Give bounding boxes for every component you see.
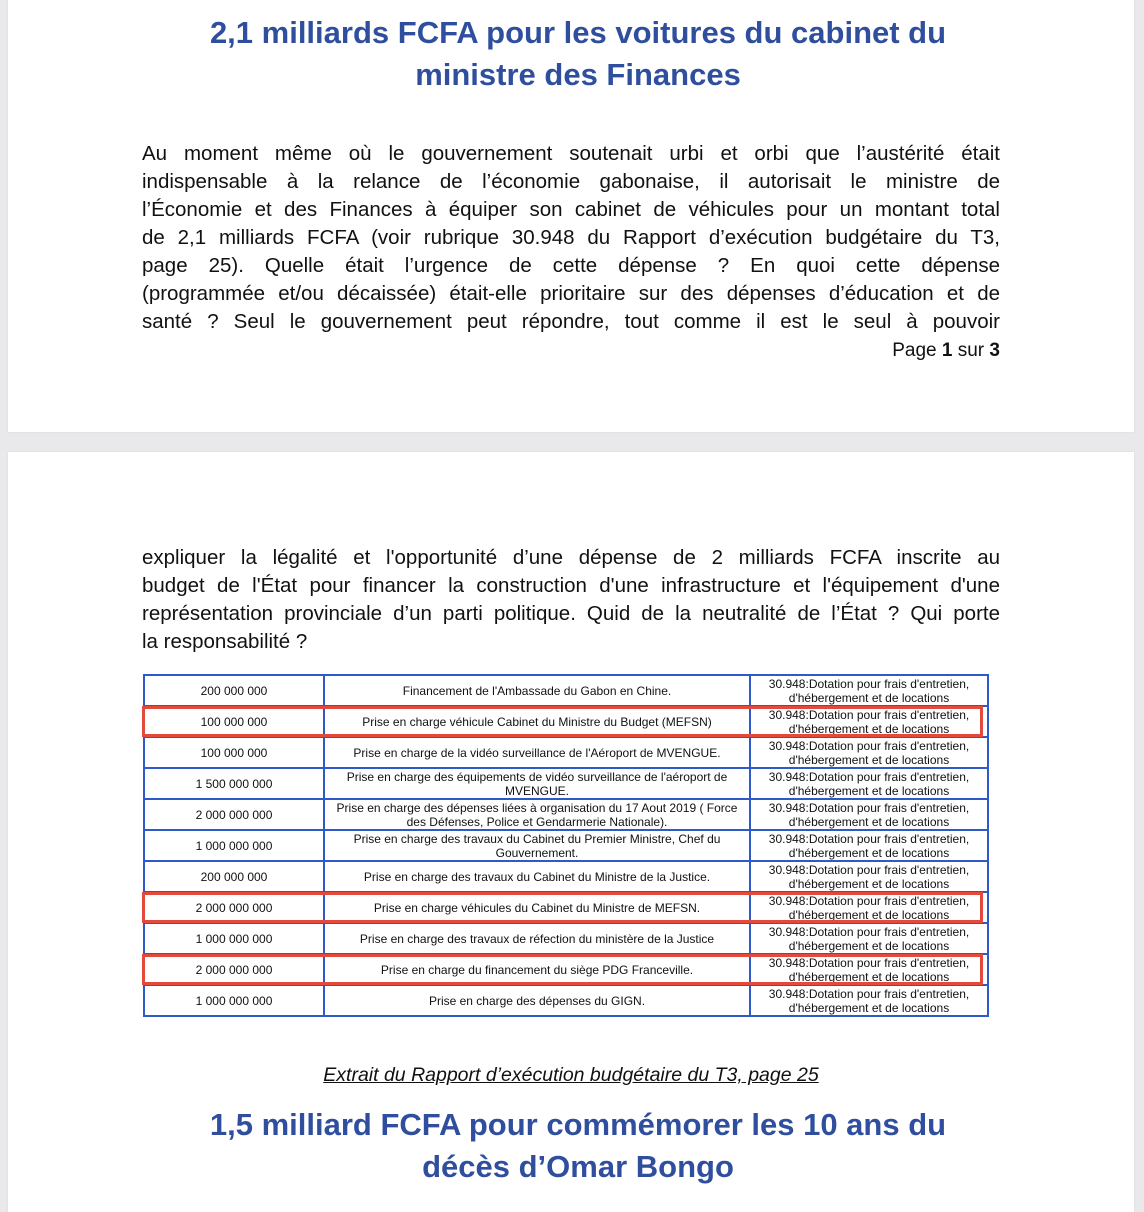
rubric-line: d'hébergement et de locations <box>788 783 950 798</box>
description-cell: Prise en charge du financement du siège PDG Franceville. <box>324 954 750 985</box>
rubric-line: 30.948:Dotation pour frais d'entretien, <box>768 893 970 908</box>
rubric-cell <box>750 768 988 799</box>
amount-cell: 200 000 000 <box>144 675 324 706</box>
rubric-line: 30.948:Dotation pour frais d'entretien, <box>768 738 970 753</box>
paragraph-line: la responsabilité ? <box>142 630 308 653</box>
paragraph-line: page 25). Quelle était l’urgence de cette dépense ? En quoi cette dépense <box>142 254 1000 277</box>
rubric-line: d'hébergement et de locations <box>788 690 950 705</box>
rubric-cell <box>750 799 988 830</box>
paragraph-line: santé ? Seul le gouvernement peut répondre, tout comme il est le seul à pouvoir <box>142 310 1000 333</box>
section-title-cabinet-cars <box>138 12 1018 96</box>
paragraph-line: expliquer la légalité et l'opportunité d’une dépense de 2 milliards FCFA inscrite au <box>142 546 1000 569</box>
rubric-line: d'hébergement et de locations <box>788 752 950 767</box>
rubric-line: d'hébergement et de locations <box>788 876 950 891</box>
paragraph-line: (programmée et/ou décaissée) était-elle prioritaire sur des dépenses d’éducation et de <box>142 282 1000 305</box>
body-paragraph-2 <box>142 544 1000 656</box>
page-number-total: 3 <box>989 340 1000 361</box>
rubric-cell <box>750 923 988 954</box>
table-row <box>144 985 988 1016</box>
description-cell: Prise en charge des travaux de réfection du ministère de la Justice <box>324 923 750 954</box>
description-cell: Financement de l'Ambassade du Gabon en Chine. <box>324 675 750 706</box>
rubric-cell <box>750 985 988 1016</box>
amount-cell: 200 000 000 <box>144 861 324 892</box>
amount-cell: 100 000 000 <box>144 737 324 768</box>
section-title-omar-bongo <box>138 1104 1018 1188</box>
table-row <box>144 861 988 892</box>
description-cell: Prise en charge véhicules du Cabinet du Ministre de MEFSN. <box>324 892 750 923</box>
amount-cell: 1 500 000 000 <box>144 768 324 799</box>
table-row <box>144 799 988 830</box>
document-page-1 <box>8 0 1134 432</box>
rubric-cell <box>750 737 988 768</box>
table-row <box>144 768 988 799</box>
rubric-line: d'hébergement et de locations <box>788 938 950 953</box>
rubric-line: 30.948:Dotation pour frais d'entretien, <box>768 831 970 846</box>
title-line: ministre des Finances <box>415 57 741 92</box>
table-row <box>144 737 988 768</box>
rubric-cell <box>750 830 988 861</box>
title-line: 1,5 milliard FCFA pour commémorer les 10 ans du <box>209 1107 947 1142</box>
rubric-line: 30.948:Dotation pour frais d'entretien, <box>768 955 970 970</box>
paragraph-line: de 2,1 milliards FCFA (voir rubrique 30.948 du Rapport d’exécution budgétaire du T3, <box>142 226 1000 249</box>
page-number-prefix: Page <box>892 340 937 361</box>
rubric-cell <box>750 675 988 706</box>
rubric-line: 30.948:Dotation pour frais d'entretien, <box>768 769 970 784</box>
table-row <box>144 954 988 985</box>
description-cell: Prise en charge des travaux du Cabinet du Ministre de la Justice. <box>324 861 750 892</box>
amount-cell: 2 000 000 000 <box>144 892 324 923</box>
rubric-cell <box>750 861 988 892</box>
description-cell: Prise en charge des dépenses liées à organisation du 17 Aout 2019 ( Force des Défenses, Police et Gendarmerie Nationale). <box>324 799 750 830</box>
description-cell: Prise en charge des dépenses du GIGN. <box>324 985 750 1016</box>
table-row <box>144 830 988 861</box>
amount-cell: 100 000 000 <box>144 706 324 737</box>
title-line: décès d’Omar Bongo <box>422 1149 734 1184</box>
paragraph-line: représentation provinciale d’un parti politique. Quid de la neutralité de l’État ? Qui porte <box>142 602 1000 625</box>
title-line: 2,1 milliards FCFA pour les voitures du cabinet du <box>209 15 947 50</box>
rubric-line: d'hébergement et de locations <box>788 845 950 860</box>
paragraph-line: budget de l'État pour financer la construction d'une infrastructure et l'équipement d'une <box>142 574 1000 597</box>
rubric-line: d'hébergement et de locations <box>788 721 950 736</box>
document-page-2 <box>8 452 1134 1212</box>
rubric-line: 30.948:Dotation pour frais d'entretien, <box>768 986 970 1001</box>
table-row <box>144 675 988 706</box>
rubric-line: 30.948:Dotation pour frais d'entretien, <box>768 676 970 691</box>
amount-cell: 2 000 000 000 <box>144 954 324 985</box>
paragraph-line: l’Économie et des Finances à équiper son cabinet de véhicules pour un montant total <box>142 198 1000 221</box>
table-caption: Extrait du Rapport d’exécution budgétaire du T3, page 25 <box>323 1064 819 1086</box>
amount-cell: 1 000 000 000 <box>144 923 324 954</box>
description-cell: Prise en charge de la vidéo surveillance de l'Aéroport de MVENGUE. <box>324 737 750 768</box>
rubric-line: 30.948:Dotation pour frais d'entretien, <box>768 924 970 939</box>
paragraph-line: indispensable à la relance de l’économie gabonaise, il autorisait le ministre de <box>142 170 1000 193</box>
description-cell: Prise en charge des équipements de vidéo surveillance de l'aéroport de MVENGUE. <box>324 768 750 799</box>
rubric-line: 30.948:Dotation pour frais d'entretien, <box>768 862 970 877</box>
page-number-separator: sur <box>957 340 985 361</box>
table-row <box>144 923 988 954</box>
rubric-line: d'hébergement et de locations <box>788 1000 950 1015</box>
rubric-line: 30.948:Dotation pour frais d'entretien, <box>768 707 970 722</box>
body-paragraph-1 <box>142 140 1000 336</box>
description-cell: Prise en charge des travaux du Cabinet du Premier Ministre, Chef du Gouvernement. <box>324 830 750 861</box>
page-number <box>892 340 1000 362</box>
rubric-cell <box>750 892 988 923</box>
description-cell: Prise en charge véhicule Cabinet du Ministre du Budget (MEFSN) <box>324 706 750 737</box>
amount-cell: 2 000 000 000 <box>144 799 324 830</box>
amount-cell: 1 000 000 000 <box>144 985 324 1016</box>
rubric-line: d'hébergement et de locations <box>788 969 950 984</box>
amount-cell: 1 000 000 000 <box>144 830 324 861</box>
paragraph-line: Au moment même où le gouvernement soutenait urbi et orbi que l’austérité était <box>142 142 1000 165</box>
budget-extract-table <box>143 674 989 1017</box>
page-number-current: 1 <box>941 340 953 361</box>
table-row <box>144 892 988 923</box>
table-row <box>144 706 988 737</box>
rubric-line: 30.948:Dotation pour frais d'entretien, <box>768 800 970 815</box>
rubric-line: d'hébergement et de locations <box>788 814 950 829</box>
rubric-cell <box>750 706 988 737</box>
rubric-cell <box>750 954 988 985</box>
rubric-line: d'hébergement et de locations <box>788 907 950 922</box>
